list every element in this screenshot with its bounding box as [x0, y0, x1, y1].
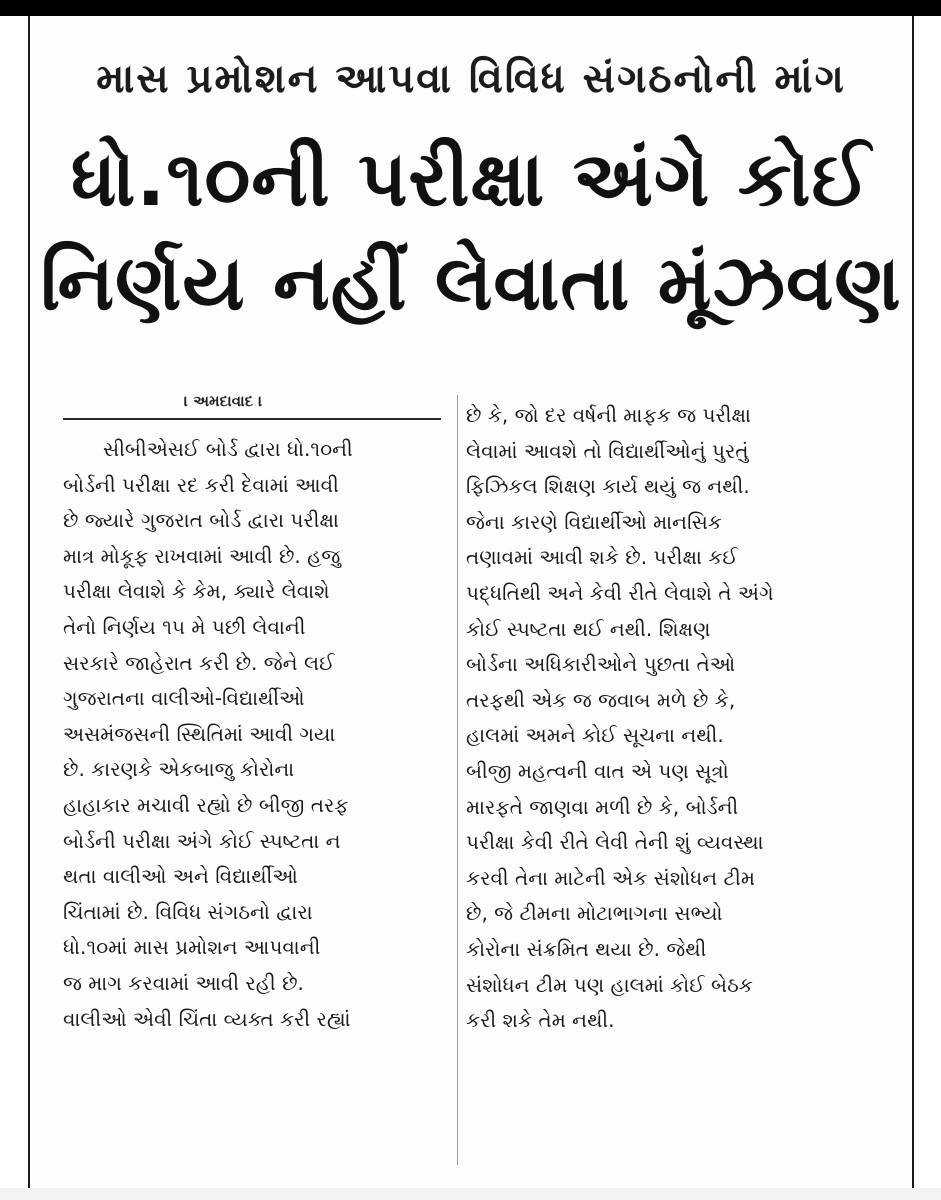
body-text-line: છે કે, જો દર વર્ષની માફક જ પરીક્ષા — [466, 403, 751, 427]
body-text-line: સરકારે જાહેરાત કરી છે. જેને લઈ — [63, 650, 335, 675]
dateline-rule — [63, 418, 441, 420]
body-text-line: કરી શકે તેમ નથી. — [466, 1008, 615, 1033]
body-text-line: હાલમાં અમને કોઈ સૂચના નથી. — [466, 723, 724, 748]
body-text-line: છે. કારણકે એકબાજુ કોરોના — [63, 757, 295, 782]
column-divider — [457, 395, 458, 1165]
dateline: । અમદાવાદ । — [178, 392, 268, 410]
body-text-line: તરફથી એક જ જવાબ મળે છે કે, — [466, 687, 736, 712]
body-text-line: સીબીએસઈ બોર્ડ દ્વારા ધો.૧૦ની — [103, 437, 353, 461]
body-text-line: પરીક્ષા લેવાશે કે કેમ, ક્યારે લેવાશે — [63, 579, 330, 604]
body-text-line: જ માગ કરવામાં આવી રહી છે. — [63, 970, 304, 995]
left-column — [63, 432, 441, 1037]
body-text-line: કોઈ સ્પષ્ટતા થઈ નથી. શિક્ષણ — [466, 616, 711, 641]
right-border — [912, 16, 914, 1200]
article-kicker: માસ પ્રમોશન આપવા વિવિધ સંગઠનોની માંગ — [96, 56, 846, 102]
body-text-line: સંશોધન ટીમ પણ હાલમાં કોઈ બેઠક — [466, 972, 753, 997]
body-text-line: છે જ્યારે ગુજરાત બોર્ડ દ્વારા પરીક્ષા — [63, 508, 339, 533]
headline-line-1: ધો.૧૦ની પરીક્ષા અંગે કોઈ — [70, 134, 872, 223]
body-text-line: કરવી તેના માટેની એક સંશોધન ટીમ — [466, 865, 755, 890]
body-text-line: ગુજરાતના વાલીઓ-વિદ્યાર્થીઓ — [63, 686, 305, 711]
body-text-line: ચિંતામાં છે. વિવિધ સંગઠનો દ્વારા — [63, 899, 313, 924]
body-text-line: જેના કારણે વિદ્યાર્થીઓ માનસિક — [466, 509, 722, 534]
body-text-line: બોર્ડની પરીક્ષા અંગે કોઈ સ્પષ્ટતા ન — [63, 828, 341, 853]
body-text-line: પરીક્ષા કેવી રીતે લેવી તેની શું વ્યવસ્થા — [466, 830, 764, 855]
headline-line-2: નિર્ણય નહીં લેવાતા મૂંઝવણ — [40, 238, 902, 327]
bottom-strip — [0, 1188, 941, 1200]
body-text-line: ધો.૧૦માં માસ પ્રમોશન આપવાની — [63, 935, 321, 960]
body-text-line: બોર્ડના અધિકારીઓને પુછતા તેઓ — [466, 652, 736, 677]
body-text-line: ફિઝિકલ શિક્ષણ કાર્ય થયું જ નથી. — [466, 474, 750, 499]
body-text-line: લેવામાં આવશે તો વિદ્યાર્થીઓનું પુરતું — [466, 438, 749, 463]
body-text-line: છે, જે ટીમના મોટાભાગના સભ્યો — [466, 901, 723, 926]
body-text-line: હાહાકાર મચાવી રહ્યો છે બીજી તરફ — [63, 792, 349, 817]
body-text-line: કોરોના સંક્રમિત થયા છે. જેથી — [466, 936, 707, 961]
body-text-line: વાલીઓ એવી ચિંતા વ્યક્ત કરી રહ્યાં — [63, 1006, 351, 1031]
body-text-line: અસમંજસની સ્થિતિમાં આવી ગયા — [63, 721, 336, 746]
body-text-line: મારફતે જાણવા મળી છે કે, બોર્ડની — [466, 794, 739, 819]
right-column — [466, 398, 844, 1039]
top-border — [0, 0, 941, 16]
body-text-line: બીજી મહત્વની વાત એ પણ સૂત્રો — [466, 758, 729, 783]
body-text-line: તણાવમાં આવી શકે છે. પરીક્ષા કઈ — [466, 545, 738, 570]
body-text-line: બોર્ડની પરીક્ષા રદ કરી દેવામાં આવી — [63, 472, 339, 497]
body-text-line: થતા વાલીઓ અને વિદ્યાર્થીઓ — [63, 864, 298, 889]
dateline-row — [63, 390, 441, 426]
body-text-line: તેનો નિર્ણય ૧૫ મે પછી લેવાની — [63, 614, 306, 639]
body-text-line: માત્ર મોકૂફ રાખવામાં આવી છે. હજુ — [63, 543, 341, 568]
body-text-line: પદ્ધતિથી અને કેવી રીતે લેવાશે તે અંગે — [466, 580, 774, 605]
